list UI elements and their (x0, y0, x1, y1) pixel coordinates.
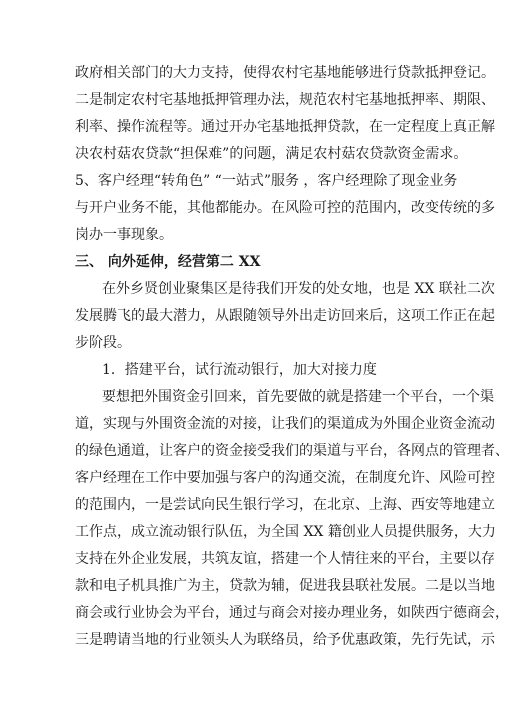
paragraph-line: 与开户业务不能，其他都能办。在风险可控的范围内，改变传统的多 (75, 200, 495, 216)
paragraph-line: 工作点，成立流动银行队伍，为全国 XX 籍创业人员提供服务，大力 (75, 524, 496, 540)
paragraph-line: 岗办一事现象。 (75, 227, 173, 243)
paragraph-line: 的范围内，一是尝试向民生银行学习，在北京、上海、西安等地建立 (75, 497, 495, 513)
paragraph-line: 款和电子机具推广为主，贷款为辅，促进我县联社发展。二是以当地 (75, 578, 495, 594)
paragraph-line: 的绿色通道，让客户的资金接受我们的渠道与平台，各网点的管理者、 (75, 443, 509, 459)
section-heading-3: 三、 向外延伸，经营第二 XX (75, 254, 261, 270)
paragraph-line: 政府相关部门的大力支持，使得农村宅基地能够进行贷款抵押登记。 (75, 65, 495, 81)
paragraph-line: 客户经理在工作中要加强与客户的沟通交流，在制度允许、风险可控 (75, 470, 495, 486)
paragraph-line: 商会或行业协会为平台，通过与商会对接办理业务，如陕西宁德商会， (75, 605, 509, 621)
paragraph-line: 要想把外围资金引回来，首先要做的就是搭建一个平台，一个渠 (102, 389, 494, 405)
paragraph-line: 利率、操作流程等。通过开办宅基地抵押贷款，在一定程度上真正解 (75, 119, 495, 135)
paragraph-line: 在外乡贤创业聚集区是待我们开发的处女地，也是 XX 联社二次 (102, 281, 495, 297)
subheading-1: 1．搭建平台，试行流动银行，加大对接力度 (102, 362, 377, 378)
paragraph-line: 三是聘请当地的行业领头人为联络员，给予优惠政策，先行先试，示 (75, 632, 495, 648)
paragraph-line: 支持在外企业发展，共筑友谊，搭建一个人情往来的平台，主要以存 (75, 551, 495, 567)
paragraph-line: 道，实现与外围资金流的对接，让我们的渠道成为外围企业资金流动 (75, 416, 495, 432)
paragraph-line: 二是制定农村宅基地抵押管理办法，规范农村宅基地抵押率、期限、 (75, 92, 495, 108)
paragraph-line: 决农村菇农贷款“担保难”的问题，满足农村菇农贷款资金需求。 (75, 146, 468, 162)
paragraph-line: 发展腾飞的最大潜力，从跟随领导外出走访回来后，这项工作正在起 (75, 308, 495, 324)
list-item-5: 5、客户经理“转角色” “一站式”服务 ，客户经理除了现金业务 (75, 173, 458, 189)
paragraph-line: 步阶段。 (75, 335, 131, 351)
